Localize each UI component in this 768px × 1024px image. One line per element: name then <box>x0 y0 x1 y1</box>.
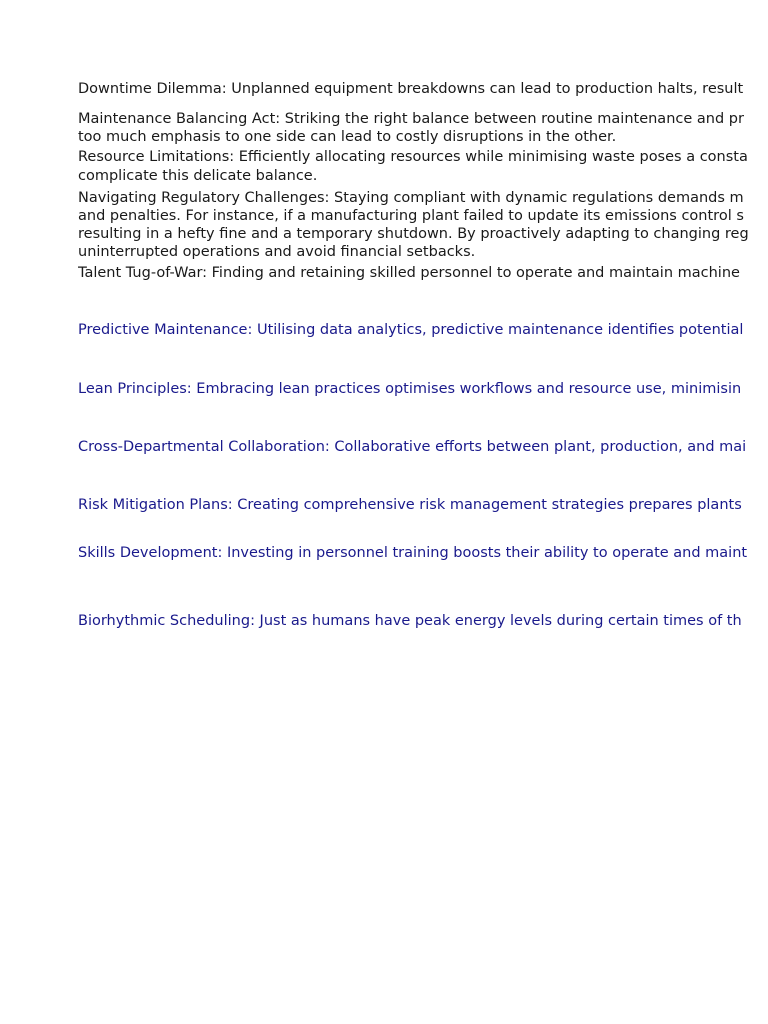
document-page <box>78 0 768 1024</box>
paragraph-line: Maintenance Balancing Act: Striking the right balance between routine maintenance and pr <box>78 111 744 127</box>
paragraph-line: Resource Limitations: Efficiently allocating resources while minimising waste poses a consta <box>78 149 748 165</box>
paragraph-line: and penalties. For instance, if a manufacturing plant failed to update its emissions control s <box>78 208 744 224</box>
paragraph-line: complicate this delicate balance. <box>78 168 318 184</box>
solution-lean-principles: Lean Principles: Embracing lean practices optimises workflows and resource use, minimisin <box>78 381 742 397</box>
paragraph-line: Navigating Regulatory Challenges: Staying compliant with dynamic regulations demands m <box>78 190 744 206</box>
paragraph-line: too much emphasis to one side can lead to costly disruptions in the other. <box>78 129 617 145</box>
paragraph-line: uninterrupted operations and avoid financial setbacks. <box>78 244 476 260</box>
solution-risk-mitigation: Risk Mitigation Plans: Creating comprehensive risk management strategies prepares plants <box>78 497 742 513</box>
solution-predictive-maintenance: Predictive Maintenance: Utilising data analytics, predictive maintenance identifies potential <box>78 322 744 338</box>
solution-biorhythmic-scheduling: Biorhythmic Scheduling: Just as humans have peak energy levels during certain times of th <box>78 613 742 629</box>
solution-skills-development: Skills Development: Investing in personnel training boosts their ability to operate and maint <box>78 545 748 561</box>
paragraph-line: Downtime Dilemma: Unplanned equipment breakdowns can lead to production halts, result <box>78 81 744 97</box>
paragraph-line: resulting in a hefty fine and a temporary shutdown. By proactively adapting to changing reg <box>78 226 749 242</box>
paragraph-line: Talent Tug-of-War: Finding and retaining skilled personnel to operate and maintain machine <box>78 265 740 281</box>
solution-cross-departmental: Cross-Departmental Collaboration: Collaborative efforts between plant, production, and mai <box>78 439 747 455</box>
